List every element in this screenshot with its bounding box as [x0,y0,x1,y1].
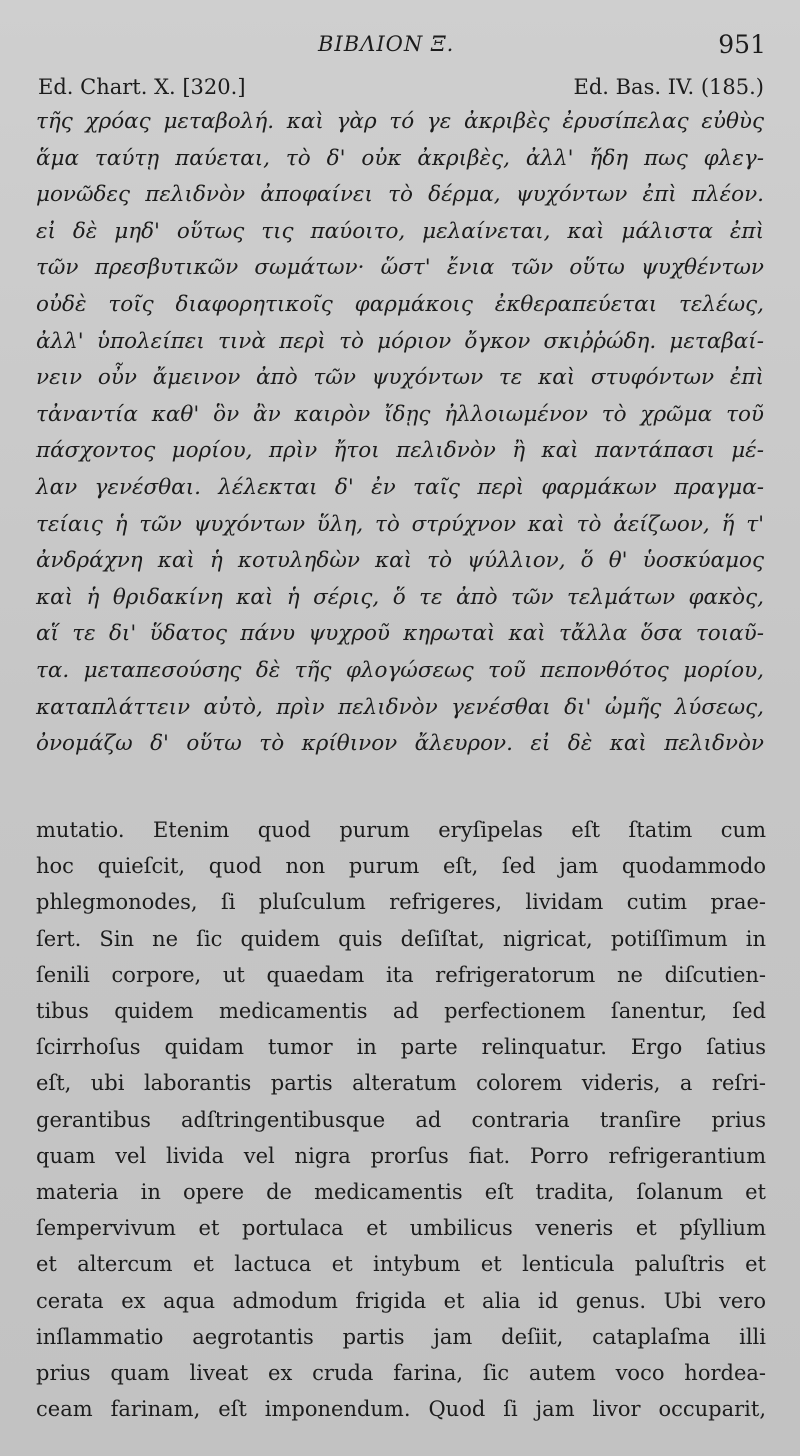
latin-line: inſlammatio aegrotantis partis jam deſiit, cataplaſma illi [36,1324,766,1349]
greek-line: ἀλλ' ὑπολείπει τινὰ περὶ τὸ μόριον ὄγκον σκιῤῥώδη. μεταβαί- [36,328,764,354]
latin-line: eſt, ubi laborantis partis alteratum colorem videris, a reſri- [36,1071,766,1096]
greek-line: τα. μεταπεσούσης δὲ τῆς φλογώσεως τοῦ πεπονθότος μορίου, [36,657,764,683]
latin-line: ſcirrhoſus quidam tumor in parte relinquatur. Ergo ſatius [36,1035,766,1060]
latin-line: quam vel livida vel nigra prorſus fiat. Porro refrigerantium [36,1143,766,1168]
greek-line: πάσχοντος μορίου, πρὶν ἤτοι πελιδνὸν ἢ καὶ παντάπασι μέ- [36,438,764,464]
greek-line: εἰ δὲ μηδ' οὕτως τις παύοιτο, μελαίνεται, καὶ μάλιστα ἐπὶ [36,218,764,244]
greek-line: καὶ ἡ θριδακίνη καὶ ἡ σέρις, ὅ τε ἀπὸ τῶν τελμάτων φακὸς, [36,584,764,610]
latin-line: prius quam liveat ex cruda farina, ſic autem voco hordea- [36,1361,766,1386]
book-title: ΒΙΒΛΙΟΝ Ξ. [318,32,455,56]
latin-line: ſert. Sin ne ſic quidem quis deſiſtat, nigricat, potiſſimum in [36,926,766,951]
latin-line: ſenili corpore, ut quaedam ita refrigeratorum ne diſcutien- [36,962,766,987]
page-number: 951 [718,30,766,59]
latin-line: materia in opere de medicamentis eſt tradita, ſolanum et [36,1180,766,1205]
latin-line: phlegmonodes, ſi pluſculum refrigeres, lividam cutim prae- [36,890,766,915]
greek-text-block [36,104,764,763]
greek-line: μονῶδες πελιδνὸν ἀποφαίνει τὸ δέρμα, ψυχόντων ἐπὶ πλέον. [36,182,764,208]
greek-line: τῶν πρεσβυτικῶν σωμάτων· ὥστ' ἔνια τῶν οὕτω ψυχθέντων [36,255,764,281]
greek-line: ὀνομάζω δ' οὕτω τὸ κρίθινον ἄλευρον. εἰ δὲ καὶ πελιδνὸν [36,731,764,757]
latin-text-block [36,812,766,1427]
greek-line: τἀναντία καθ' ὃν ἂν καιρὸν ἴδῃς ἠλλοιωμένον τὸ χρῶμα τοῦ [36,401,764,427]
greek-line: τείαις ἡ τῶν ψυχόντων ὕλη, τὸ στρύχνον καὶ τὸ ἀείζωον, ἥ τ' [36,511,764,537]
latin-line: et altercum et lactuca et intybum et lenticula paluſtris et [36,1252,766,1277]
edition-chartier-reference: Ed. Chart. X. [320.] [38,75,246,99]
latin-line: mutatio. Etenim quod purum eryſipelas eſt ſtatim cum [36,818,766,842]
greek-line: ἅμα ταύτῃ παύεται, τὸ δ' οὐκ ἀκριβὲς, ἀλλ' ἤδη πως φλεγ- [36,145,764,171]
edition-reference-line [38,75,764,105]
greek-line: ἀνδράχνη καὶ ἡ κοτυληδὼν καὶ τὸ ψύλλιον, ὅ θ' ὑοσκύαμος [36,548,764,574]
greek-line: τῆς χρόας μεταβολή. καὶ γὰρ τό γε ἀκριβὲς ἐρυσίπελας εὐθὺς [36,109,764,134]
greek-line: αἵ τε δι' ὕδατος πάνυ ψυχροῦ κηρωταὶ καὶ τἄλλα ὅσα τοιαῦ- [36,621,764,647]
latin-line: hoc quieſcit, quod non purum eſt, ſed jam quodammodo [36,854,766,879]
latin-line: tibus quidem medicamentis ad perfectionem ſanentur, ſed [36,999,766,1024]
running-head [0,30,800,64]
greek-line: καταπλάττειν αὐτὸ, πρὶν πελιδνὸν γενέσθαι δι' ὠμῆς λύσεως, [36,694,764,720]
latin-line: ſempervivum et portulaca et umbilicus veneris et pſyllium [36,1216,766,1241]
greek-line: οὐδὲ τοῖς διαφορητικοῖς φαρμάκοις ἐκθεραπεύεται τελέως, [36,291,764,317]
latin-line: gerantibus adſtringentibusque ad contraria tranſire prius [36,1107,766,1132]
latin-line: cerata ex aqua admodum frigida et alia id genus. Ubi vero [36,1288,766,1313]
edition-basel-reference: Ed. Bas. IV. (185.) [573,75,764,99]
latin-line: ceam farinam, eſt imponendum. Quod ſi jam livor occuparit, [36,1397,766,1422]
greek-line: λαν γενέσθαι. λέλεκται δ' ἐν ταῖς περὶ φαρμάκων πραγμα- [36,474,764,500]
greek-line: νειν οὖν ἄμεινον ἀπὸ τῶν ψυχόντων τε καὶ στυφόντων ἐπὶ [36,365,764,391]
